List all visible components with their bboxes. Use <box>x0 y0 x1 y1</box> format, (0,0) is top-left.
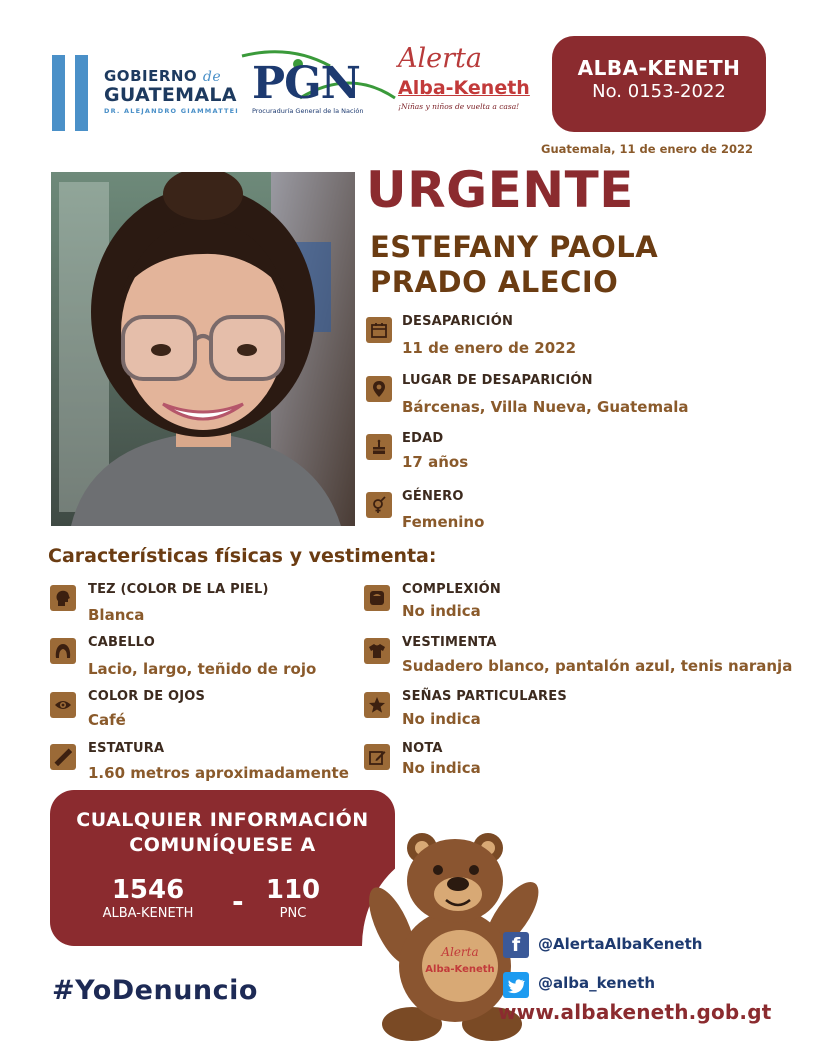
note-label: NOTA <box>402 741 443 756</box>
location-pin-icon <box>366 376 392 402</box>
disappearance-date-value: 11 de enero de 2022 <box>402 339 577 357</box>
eye-color-label: COLOR DE OJOS <box>88 689 206 704</box>
height-value: 1.60 metros aproximadamente <box>88 764 349 782</box>
disappearance-place-label: LUGAR DE DESAPARICIÓN <box>402 373 593 388</box>
disappearance-date-label: DESAPARICIÓN <box>402 314 514 329</box>
star-icon <box>364 692 390 718</box>
alba-keneth-phone-label: ALBA-KENETH <box>102 906 194 921</box>
contact-title <box>50 808 395 858</box>
ruler-icon <box>50 744 76 770</box>
age-label: EDAD <box>402 431 444 446</box>
website-link[interactable]: www.albakeneth.gob.gt <box>498 1000 772 1024</box>
missing-person-photo <box>51 172 355 526</box>
facebook-handle[interactable]: @AlertaAlbaKeneth <box>538 935 703 953</box>
gobierno-logo-bars <box>52 55 94 131</box>
alerta-name: Alba-Keneth <box>398 77 530 99</box>
case-number-badge <box>552 36 766 132</box>
pgn-letters: PGN <box>252 58 360 109</box>
note-edit-icon <box>364 744 390 770</box>
shirt-icon <box>364 638 390 664</box>
case-number: No. 0153-2022 <box>592 81 726 102</box>
clothing-label: VESTIMENTA <box>402 635 497 650</box>
issue-date: Guatemala, 11 de enero de 2022 <box>541 142 753 156</box>
phone-separator: - <box>232 885 244 918</box>
urgent-heading: URGENTE <box>366 161 634 219</box>
twitter-handle[interactable]: @alba_keneth <box>538 974 656 992</box>
pgn-subtitle: Procuraduría General de la Nación <box>252 107 364 115</box>
bear-belly-name: Alba-Keneth <box>425 964 495 975</box>
eye-color-value: Café <box>88 711 126 729</box>
facebook-icon: f <box>503 932 529 958</box>
person-name-line1: ESTEFANY PAOLA <box>370 230 659 264</box>
twitter-icon <box>503 972 529 998</box>
eye-icon <box>50 692 76 718</box>
alerta-alba-keneth-logo <box>398 45 533 117</box>
height-label: ESTATURA <box>88 741 165 756</box>
person-name <box>370 230 658 300</box>
scale-icon <box>364 585 390 611</box>
skin-tone-value: Blanca <box>88 606 145 624</box>
calendar-icon <box>366 317 392 343</box>
skin-tone-label: TEZ (COLOR DE LA PIEL) <box>88 582 269 597</box>
person-name-line2: PRADO ALECIO <box>370 265 619 299</box>
hashtag-yodenuncio: #YoDenuncio <box>52 975 258 1006</box>
contact-title-line2: COMUNÍQUESE A <box>129 834 316 856</box>
gender-value: Femenino <box>402 513 485 531</box>
head-silhouette-icon <box>50 585 76 611</box>
gender-icon <box>366 492 392 518</box>
pnc-phone: 110 <box>265 875 321 905</box>
pnc-phone-label: PNC <box>279 906 307 921</box>
hair-value: Lacio, largo, teñido de rojo <box>88 660 317 678</box>
build-label: COMPLEXIÓN <box>402 582 502 597</box>
gov-line3: DR. ALEJANDRO GIAMMATTEI <box>104 107 239 115</box>
disappearance-place-value: Bárcenas, Villa Nueva, Guatemala <box>402 398 689 416</box>
alerta-word: Alerta <box>398 43 482 74</box>
case-title: ALBA-KENETH <box>577 56 741 80</box>
alerta-tagline: ¡Niñas y niños de vuelta a casa! <box>398 102 520 111</box>
alba-keneth-phone: 1546 <box>111 875 185 905</box>
gov-de: de <box>202 69 222 85</box>
age-value: 17 años <box>402 453 469 471</box>
hair-label: CABELLO <box>88 635 155 650</box>
gender-label: GÉNERO <box>402 489 464 504</box>
clothing-value: Sudadero blanco, pantalón azul, tenis naranja <box>402 657 793 675</box>
contact-title-line1: CUALQUIER INFORMACIÓN <box>76 809 369 831</box>
birthday-cake-icon <box>366 434 392 460</box>
characteristics-heading: Características físicas y vestimenta: <box>48 545 437 567</box>
distinguishing-marks-label: SEÑAS PARTICULARES <box>402 689 567 704</box>
hair-icon <box>50 638 76 664</box>
note-value: No indica <box>402 759 481 777</box>
pgn-logo <box>240 48 400 118</box>
bear-belly-word: Alerta <box>441 945 479 959</box>
build-value: No indica <box>402 602 481 620</box>
contact-info-box <box>50 790 395 946</box>
gobierno-logo <box>104 68 239 115</box>
gov-line1: GOBIERNO <box>104 67 198 85</box>
distinguishing-marks-value: No indica <box>402 710 481 728</box>
gov-line2: GUATEMALA <box>104 84 237 106</box>
